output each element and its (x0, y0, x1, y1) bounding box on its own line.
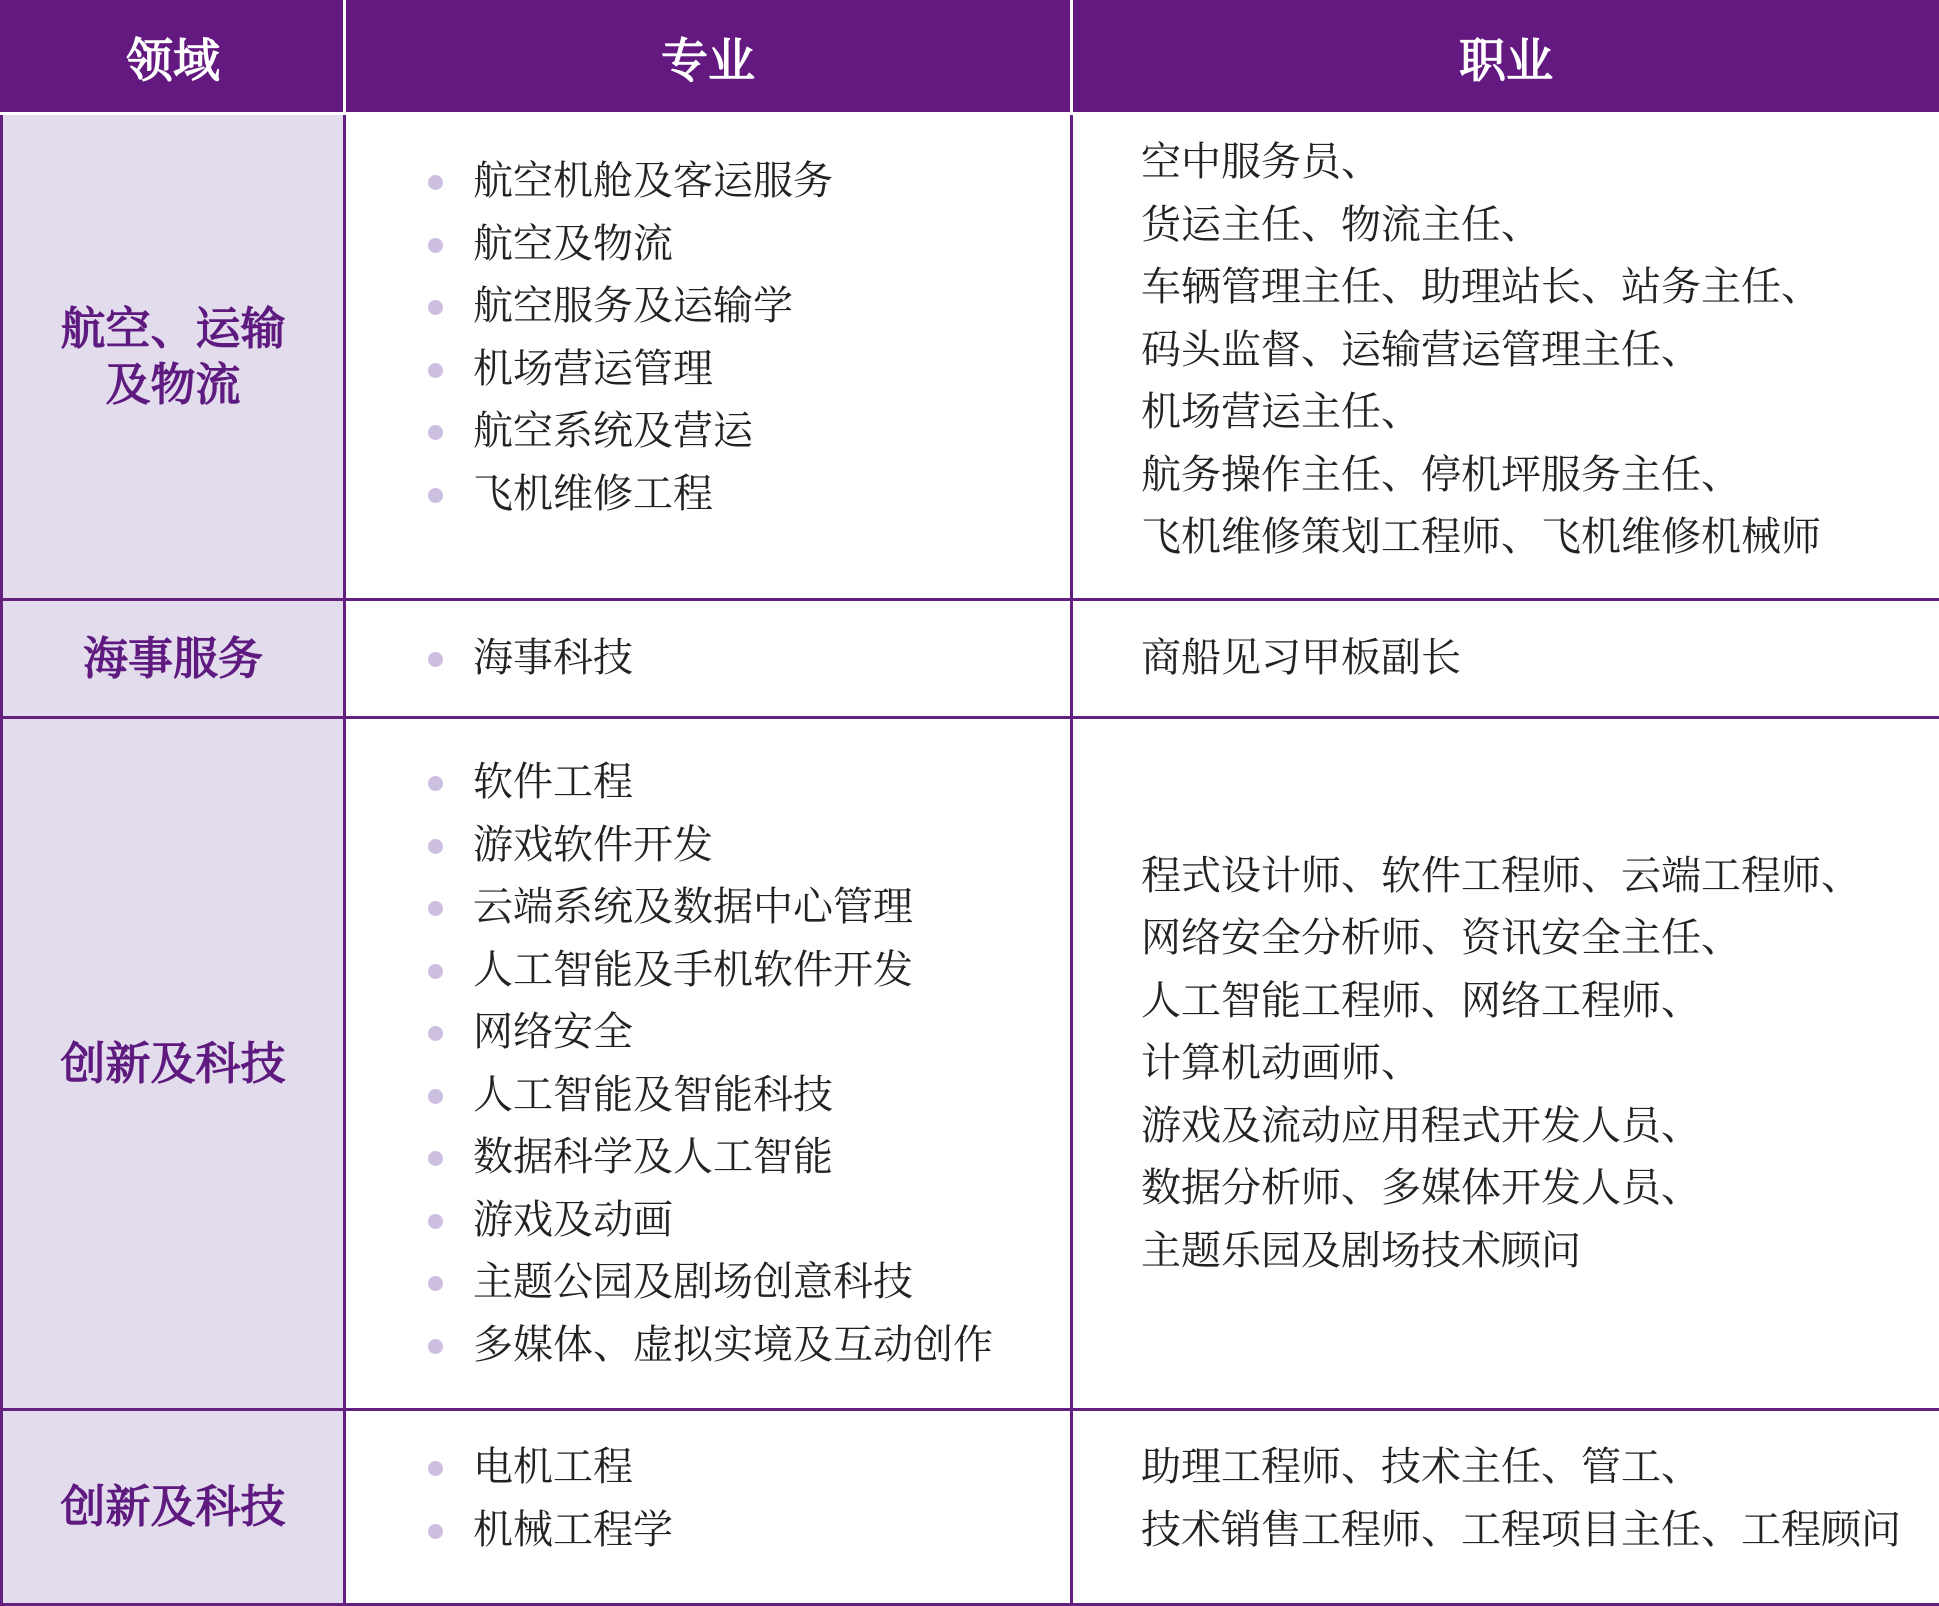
career-line: 货运主任、物流主任、 (1141, 194, 1939, 257)
domain-cell: 航空、运输 及物流 (2, 114, 345, 600)
domain-cell: 海事服务 (2, 600, 345, 718)
career-cell (1072, 600, 1939, 718)
career-line: 主题乐园及剧场技术顾问 (1141, 1220, 1939, 1283)
bullet-icon (428, 1089, 443, 1104)
bullet-icon (428, 300, 443, 315)
career-cell (1072, 718, 1939, 1410)
career-line: 飞机维修策划工程师、飞机维修机械师 (1141, 506, 1939, 569)
major-item: 人工智能及手机软件开发 (428, 939, 1070, 1002)
major-item: 航空及物流 (428, 213, 1070, 276)
bullet-icon (428, 1524, 443, 1539)
major-list (346, 627, 1070, 690)
career-line: 助理工程师、技术主任、管工、 (1141, 1436, 1939, 1499)
career-text (1073, 845, 1939, 1283)
bullet-icon (428, 964, 443, 979)
major-item: 人工智能及智能科技 (428, 1064, 1070, 1127)
table-row (2, 718, 1939, 1410)
major-item: 飞机维修工程 (428, 463, 1070, 526)
bullet-icon (428, 1151, 443, 1166)
career-cell (1072, 114, 1939, 600)
career-line: 数据分析师、多媒体开发人员、 (1141, 1157, 1939, 1220)
bullet-icon (428, 1026, 443, 1041)
major-item: 网络安全 (428, 1001, 1070, 1064)
career-text (1073, 627, 1939, 690)
major-item: 机场营运管理 (428, 338, 1070, 401)
major-cell (345, 600, 1072, 718)
header-domain: 领域 (2, 2, 345, 114)
bullet-icon (428, 425, 443, 440)
major-item: 航空机舱及客运服务 (428, 150, 1070, 213)
major-item: 云端系统及数据中心管理 (428, 876, 1070, 939)
major-cell (345, 114, 1072, 600)
career-text (1073, 1436, 1939, 1561)
career-line: 计算机动画师、 (1141, 1032, 1939, 1095)
major-item: 游戏及动画 (428, 1189, 1070, 1252)
bullet-icon (428, 238, 443, 253)
table-row (2, 114, 1939, 600)
bullet-icon (428, 363, 443, 378)
bullet-icon (428, 1214, 443, 1229)
bullet-icon (428, 175, 443, 190)
career-line: 商船见习甲板副长 (1141, 627, 1939, 690)
bullet-icon (428, 1461, 443, 1476)
career-line: 程式设计师、软件工程师、云端工程师、 (1141, 845, 1939, 908)
table-row (2, 600, 1939, 718)
bullet-icon (428, 652, 443, 667)
header-career: 职业 (1072, 2, 1939, 114)
table-header-row (2, 2, 1939, 114)
career-line: 车辆管理主任、助理站长、站务主任、 (1141, 256, 1939, 319)
major-item: 海事科技 (428, 627, 1070, 690)
major-cell (345, 1410, 1072, 1605)
major-item: 多媒体、虚拟实境及互动创作 (428, 1314, 1070, 1377)
major-item: 机械工程学 (428, 1499, 1070, 1562)
major-item: 软件工程 (428, 751, 1070, 814)
bullet-icon (428, 776, 443, 791)
bullet-icon (428, 1339, 443, 1354)
career-line: 网络安全分析师、资讯安全主任、 (1141, 907, 1939, 970)
bullet-icon (428, 901, 443, 916)
major-item: 主题公园及剧场创意科技 (428, 1251, 1070, 1314)
bullet-icon (428, 1276, 443, 1291)
career-line: 码头监督、运输营运管理主任、 (1141, 319, 1939, 382)
career-line: 航务操作主任、停机坪服务主任、 (1141, 444, 1939, 507)
bullet-icon (428, 839, 443, 854)
major-list (346, 150, 1070, 525)
career-text (1073, 131, 1939, 569)
bullet-icon (428, 488, 443, 503)
major-item: 航空服务及运输学 (428, 275, 1070, 338)
major-item: 数据科学及人工智能 (428, 1126, 1070, 1189)
domain-cell: 创新及科技 (2, 718, 345, 1410)
major-item: 游戏软件开发 (428, 814, 1070, 877)
career-line: 人工智能工程师、网络工程师、 (1141, 970, 1939, 1033)
career-line: 空中服务员、 (1141, 131, 1939, 194)
career-line: 游戏及流动应用程式开发人员、 (1141, 1095, 1939, 1158)
major-item: 航空系统及营运 (428, 400, 1070, 463)
domain-cell: 创新及科技 (2, 1410, 345, 1605)
career-line: 技术销售工程师、工程项目主任、工程顾问 (1141, 1499, 1939, 1562)
major-list (346, 1436, 1070, 1561)
major-item: 电机工程 (428, 1436, 1070, 1499)
career-cell (1072, 1410, 1939, 1605)
major-cell (345, 718, 1072, 1410)
major-list (346, 751, 1070, 1376)
career-line: 机场营运主任、 (1141, 381, 1939, 444)
table-row (2, 1410, 1939, 1605)
header-major: 专业 (345, 2, 1072, 114)
